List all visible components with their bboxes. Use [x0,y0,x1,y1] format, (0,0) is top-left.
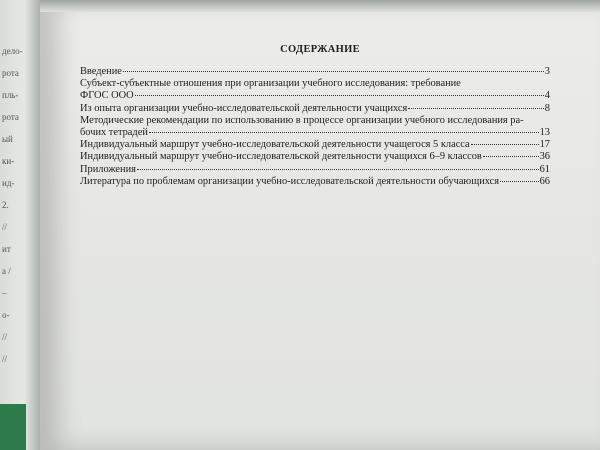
left-page-fragment: о- [2,310,10,320]
left-page-fragment: 2. [2,200,9,210]
left-page-fragment: // [2,332,8,342]
toc-entry-label: Индивидуальный маршрут учебно-исследовательской деятельности учащихся 6–9 классов [80,151,482,163]
toc-page-number: 36 [539,151,550,163]
toc-leader-dots [408,108,543,109]
page-title: СОДЕРЖАНИЕ [280,44,360,55]
toc-page-number: 17 [539,139,550,151]
toc-entry [80,151,550,163]
toc-entry-label: бочих тетрадей [80,127,148,139]
toc-entry [80,176,550,188]
toc-entry-label: Приложения [80,163,136,175]
left-page-fragment: рота [2,112,19,122]
toc-entry-label: Методические рекомендации по использованию в процессе организации учебного исследования ра- [80,114,524,126]
toc-page-number: 61 [539,163,550,175]
left-page-fragment: а / [2,266,11,276]
toc-entry-label: Введение [80,66,122,77]
left-page [0,0,40,450]
left-page-fragment: // [2,222,8,232]
left-page-fragment: ки- [2,156,15,166]
toc-leader-dots [137,169,539,170]
toc-page-number: 13 [539,127,550,139]
left-page-fragment: дело- [2,46,23,56]
page-top-shadow [40,0,600,12]
right-page [40,0,600,450]
toc-entry [80,164,550,176]
toc-entry-label: Из опыта организации учебно-исследовательской деятельности учащихся [80,102,408,114]
toc-entry [80,78,550,102]
toc-leader-dots [500,181,539,182]
toc-leader-dots [483,156,539,157]
left-page-fragment: ый [2,134,13,144]
toc-page-number: 3 [544,66,550,77]
toc-leader-dots [123,71,544,72]
table-of-contents [80,66,550,188]
toc-page-number: 66 [539,175,550,187]
toc-leader-dots [135,95,544,96]
toc-entry-label: ФГОС ООО [80,90,134,102]
toc-entry-label: Субъект-субъектные отношения при организации учебного исследования: требование [80,78,461,90]
toc-entry [80,115,550,139]
left-page-fragment: пль- [2,90,19,100]
left-page-fragment: // [2,354,8,364]
left-page-fragment: – [2,288,7,298]
left-page-fragment: ит [2,244,11,254]
toc-page-number: 4 [544,90,550,102]
left-page-fragment: ид- [2,178,15,188]
left-page-fragment: рота [2,68,19,78]
toc-entry-label: Литература по проблемам организации учебно-исследовательской деятельности обучающихся [80,175,500,187]
toc-leader-dots [149,132,539,133]
toc-entry [80,66,550,78]
toc-leader-dots [471,144,539,145]
green-binding-corner [0,404,26,450]
left-page-fragments [2,40,36,440]
toc-entry [80,139,550,151]
toc-entry-label: Индивидуальный маршрут учебно-исследовательской деятельности учащегося 5 класса [80,139,470,151]
toc-entry [80,103,550,115]
toc-page-number: 8 [544,102,550,114]
